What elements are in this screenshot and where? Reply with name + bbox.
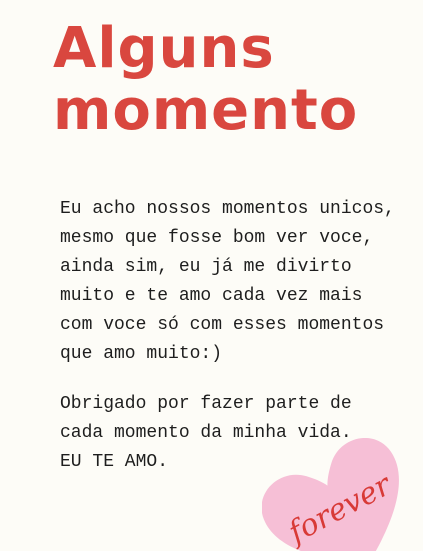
paragraph-2-line: Obrigado por fazer parte de xyxy=(60,394,352,414)
page-title xyxy=(53,18,358,142)
title-line-1: Alguns xyxy=(53,16,275,81)
paragraph-1-line: ainda sim, eu já me divirto xyxy=(60,257,352,277)
paragraph-1-line: muito e te amo cada vez mais xyxy=(60,286,363,306)
title-line-2: momento xyxy=(53,78,359,143)
paragraph-1-line: com voce só com esses momentos xyxy=(60,315,385,335)
forever-heart-sticker xyxy=(262,438,422,551)
heart-label: forever xyxy=(282,467,397,551)
paragraph-1-line: que amo muito:) xyxy=(60,344,223,364)
paragraph-2-line: cada momento da minha vida. xyxy=(60,423,352,443)
paragraph-1-line: Eu acho nossos momentos unicos, xyxy=(60,199,395,219)
paragraph-1-line: mesmo que fosse bom ver voce, xyxy=(60,228,374,248)
paragraph-1 xyxy=(60,195,420,369)
letter-body xyxy=(60,195,420,477)
paragraph-2-line: EU TE AMO. xyxy=(60,452,169,472)
